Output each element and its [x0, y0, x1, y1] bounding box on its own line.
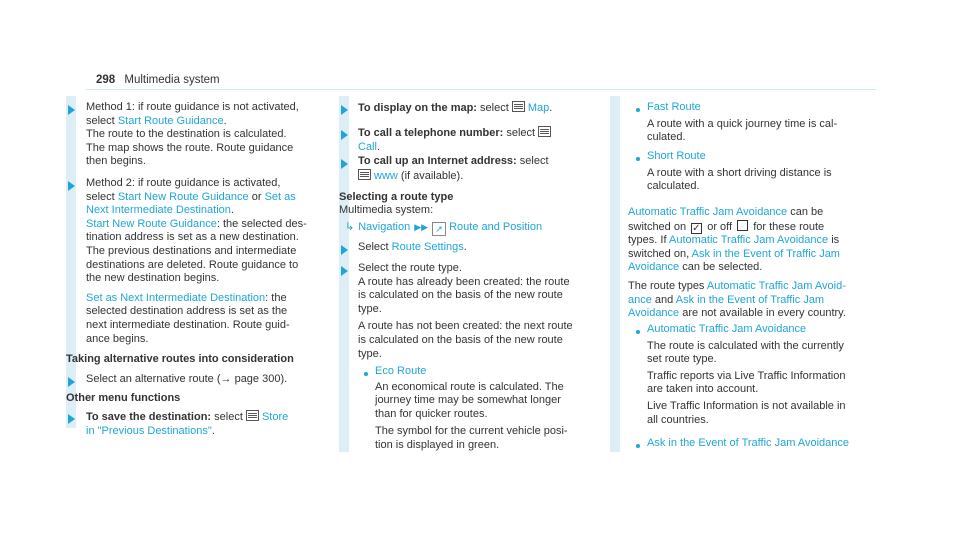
menu-icon — [358, 169, 371, 180]
save-destination-text: To save the destination: select Store in "Previous Destinations". — [86, 411, 289, 437]
heading-alternative-routes: Taking alternative routes into consideration — [66, 353, 294, 365]
arrow-bullet-icon — [341, 245, 348, 255]
dot-bullet-icon — [636, 444, 640, 448]
map-link[interactable]: Map — [527, 102, 550, 114]
ask-traffic-jam-item — [647, 437, 849, 451]
start-new-route-guidance-ref[interactable]: Start New Route Guidance — [86, 217, 217, 230]
method1-text: Method 1: if route guidance is not activated, select Start Route Guidance. The route to the destination is calculated. The map shows the route. Route guidance then begins. — [86, 101, 299, 168]
internet-address-text: To call up an Internet address: select www (if available). — [358, 155, 549, 182]
ask-traffic-jam-link-2-cont[interactable]: Avoidance — [628, 307, 680, 320]
automatic-traffic-jam-item: Automatic Traffic Jam Avoidance The route is calculated with the currently set route type. Traffic reports via Live Traffic Information are taken into account. Live Traffic Information is not available in all countries. — [647, 323, 846, 426]
dot-bullet-icon — [364, 372, 368, 376]
set-as-next-intermediate-ref[interactable]: Set as Next Intermediate Destination — [86, 291, 266, 304]
menu-icon — [538, 126, 551, 137]
set-as-next-intermediate-link-cont[interactable]: Next Intermediate Destination — [86, 204, 231, 217]
route-position-icon: ↗ — [432, 222, 446, 236]
section-title: Multimedia system — [124, 74, 220, 86]
method2-text: Method 2: if route guidance is activated, select Start New Route Guidance or Set as Next Intermediate Destination. Start New Route Guidance: the selected des- tination address is set as a new destination. The previous destinations and intermediate destinations are deleted. Route guidance to the new destination begins. Set as Next Intermediate Destination: the selected destination address is set as the next intermediate destination. Route guid- ance begins. — [86, 177, 307, 345]
ask-traffic-jam-option-link[interactable]: Ask in the Event of Traffic Jam Avoidance — [647, 437, 849, 449]
route-type-text: Select the route type. A route has already been created: the route is calculated on the basis of the new route type. A route has not been created: the next route is calculated on the basis of the new route type. — [358, 262, 573, 360]
automatic-traffic-jam-link[interactable]: Automatic Traffic Jam Avoidance — [628, 206, 788, 218]
short-route-link[interactable]: Short Route — [647, 150, 706, 162]
automatic-traffic-jam-option-link[interactable]: Automatic Traffic Jam Avoidance — [647, 323, 807, 335]
page-number: 298 — [96, 74, 116, 86]
start-new-route-guidance-link[interactable]: Start New Route Guidance — [117, 190, 249, 203]
column3-margin-bar — [610, 96, 620, 452]
route-settings-text: Select Route Settings. — [358, 241, 467, 253]
double-arrow-icon: ▶▶ — [414, 222, 429, 232]
set-as-next-intermediate-link[interactable]: Set as — [264, 190, 296, 203]
navigation-path-icon: ↳ — [345, 221, 355, 233]
store-link-cont[interactable]: in "Previous Destinations" — [86, 424, 212, 437]
short-route-item: Short Route A route with a short driving distance is calculated. — [647, 150, 832, 193]
checkbox-checked-icon: ✓ — [692, 222, 701, 234]
eco-route-item: Eco Route An economical route is calculated. The journey time may be somewhat longer than for quicker routes. The symbol for the current vehicle posi- tion is displayed in green. — [375, 365, 568, 451]
arrow-bullet-icon — [68, 105, 75, 115]
checkbox-empty-icon — [737, 220, 748, 231]
route-type-subtitle: Multimedia system: — [339, 204, 434, 216]
ask-traffic-jam-link[interactable]: Ask in the Event of Traffic Jam — [691, 247, 840, 260]
arrow-bullet-icon — [68, 414, 75, 424]
heading-other-menu-functions: Other menu functions — [66, 392, 181, 404]
navigation-link[interactable]: Navigation — [358, 221, 411, 233]
menu-icon — [246, 410, 259, 421]
ask-traffic-jam-link-2[interactable]: Ask in the Event of Traffic Jam — [675, 293, 825, 306]
start-route-guidance-link[interactable]: Start Route Guidance — [117, 114, 224, 127]
dot-bullet-icon — [636, 157, 640, 161]
route-types-availability-text: The route types Automatic Traffic Jam Avoid- ance and Ask in the Event of Traffic Jam Avoidance are not available in every country. — [628, 280, 846, 320]
alternative-route-text: Select an alternative route (→ page 300). — [86, 373, 288, 385]
arrow-bullet-icon — [341, 266, 348, 276]
arrow-bullet-icon — [68, 181, 75, 191]
call-number-text: To call a telephone number: select Call. — [358, 126, 554, 154]
fast-route-link[interactable]: Fast Route — [647, 101, 701, 113]
route-settings-link[interactable]: Route Settings — [391, 241, 464, 253]
traffic-jam-avoidance-text: Automatic Traffic Jam Avoidance can be switched on ✓ or off for these route types. If Automatic Traffic Jam Avoidance is switched on, Ask in the Event of Traffic Jam Avoidance can be selected. — [628, 206, 840, 274]
arrow-bullet-icon — [341, 159, 348, 169]
store-link[interactable]: Store — [261, 411, 289, 423]
navigation-path — [345, 221, 542, 236]
www-link[interactable]: www — [374, 169, 398, 182]
call-link[interactable]: Call — [358, 140, 377, 153]
page-header — [96, 74, 220, 88]
automatic-traffic-jam-link-3-cont[interactable]: ance — [628, 293, 652, 306]
arrow-bullet-icon — [68, 377, 75, 387]
ask-traffic-jam-link-cont[interactable]: Avoidance — [628, 261, 680, 274]
route-and-position-link[interactable]: Route and Position — [449, 221, 543, 233]
automatic-traffic-jam-link-2[interactable]: Automatic Traffic Jam Avoidance — [668, 234, 829, 247]
arrow-bullet-icon — [341, 105, 348, 115]
dot-bullet-icon — [636, 108, 640, 112]
eco-route-link[interactable]: Eco Route — [375, 365, 427, 377]
header-divider — [86, 89, 876, 90]
heading-selecting-route-type: Selecting a route type — [339, 191, 454, 203]
arrow-bullet-icon — [341, 130, 348, 140]
dot-bullet-icon — [636, 330, 640, 334]
menu-icon — [512, 101, 525, 112]
display-on-map-text: To display on the map: select Map. — [358, 102, 553, 114]
fast-route-item: Fast Route A route with a quick journey time is cal- culated. — [647, 101, 838, 144]
automatic-traffic-jam-link-3[interactable]: Automatic Traffic Jam Avoid- — [706, 280, 846, 292]
